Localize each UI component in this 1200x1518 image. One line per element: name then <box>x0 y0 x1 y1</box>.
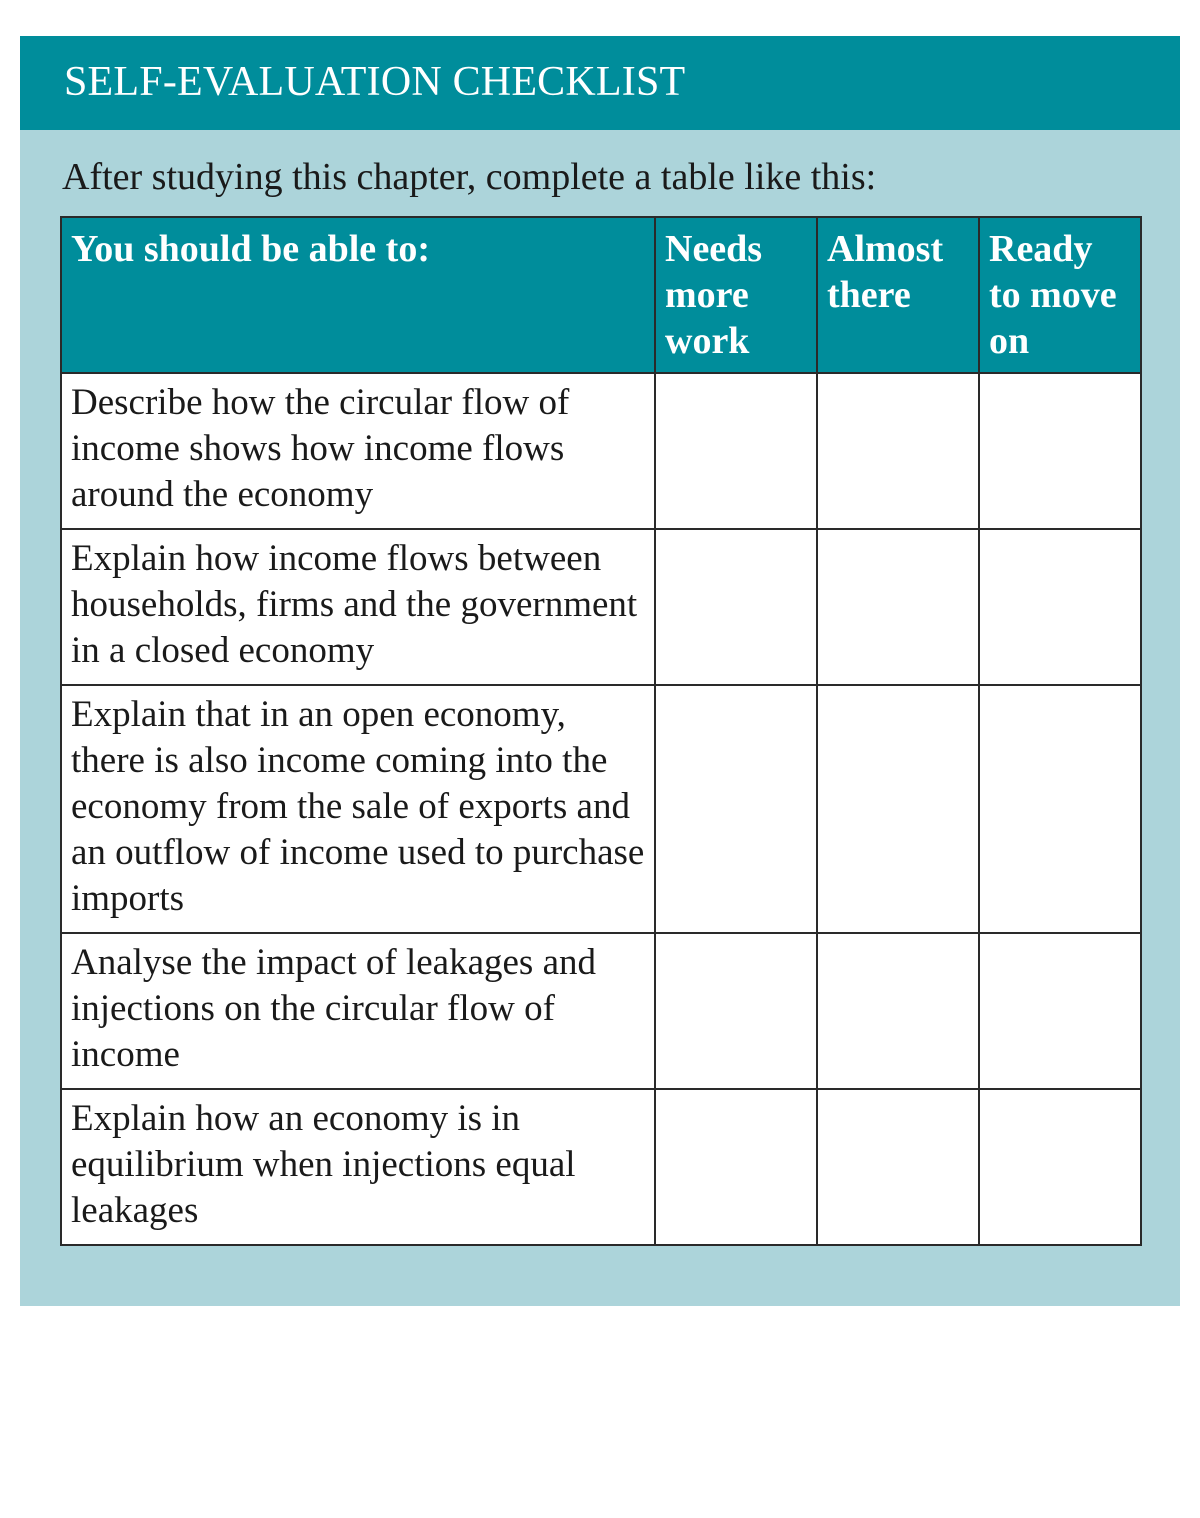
needs-more-work-cell[interactable] <box>655 685 817 933</box>
box-title: SELF-EVALUATION CHECKLIST <box>64 59 686 105</box>
needs-more-work-cell[interactable] <box>655 933 817 1089</box>
ready-to-move-on-cell[interactable] <box>979 933 1141 1089</box>
outcome-cell: Describe how the circular flow of income shows how income flows around the economy <box>61 373 655 529</box>
header-row <box>61 217 1141 373</box>
outcome-cell: Analyse the impact of leakages and injections on the circular flow of income <box>61 933 655 1089</box>
outcome-cell: Explain how an economy is in equilibrium when injections equal leakages <box>61 1089 655 1245</box>
intro-text: After studying this chapter, complete a table like this: <box>62 156 877 198</box>
ready-to-move-on-cell[interactable] <box>979 529 1141 685</box>
header-almost-there: Almost there <box>817 217 979 373</box>
table-row <box>61 529 1141 685</box>
outcome-cell: Explain that in an open economy, there is also income coming into the economy from the sale of exports and an outflow of income used to purchase imports <box>61 685 655 933</box>
needs-more-work-cell[interactable] <box>655 373 817 529</box>
table-row <box>61 1089 1141 1245</box>
header-ready-to-move-on: Ready to move on <box>979 217 1141 373</box>
ready-to-move-on-cell[interactable] <box>979 373 1141 529</box>
header-outcome: You should be able to: <box>61 217 655 373</box>
almost-there-cell[interactable] <box>817 373 979 529</box>
checklist-table <box>60 216 1142 1246</box>
table-row <box>61 685 1141 933</box>
needs-more-work-cell[interactable] <box>655 529 817 685</box>
ready-to-move-on-cell[interactable] <box>979 1089 1141 1245</box>
table-row <box>61 933 1141 1089</box>
header-needs-more-work: Needs more work <box>655 217 817 373</box>
almost-there-cell[interactable] <box>817 1089 979 1245</box>
self-evaluation-box <box>20 36 1180 1306</box>
box-header <box>20 36 1180 130</box>
outcome-cell: Explain how income flows between households, firms and the government in a closed economy <box>61 529 655 685</box>
almost-there-cell[interactable] <box>817 529 979 685</box>
needs-more-work-cell[interactable] <box>655 1089 817 1245</box>
almost-there-cell[interactable] <box>817 685 979 933</box>
ready-to-move-on-cell[interactable] <box>979 685 1141 933</box>
almost-there-cell[interactable] <box>817 933 979 1089</box>
table-row <box>61 373 1141 529</box>
